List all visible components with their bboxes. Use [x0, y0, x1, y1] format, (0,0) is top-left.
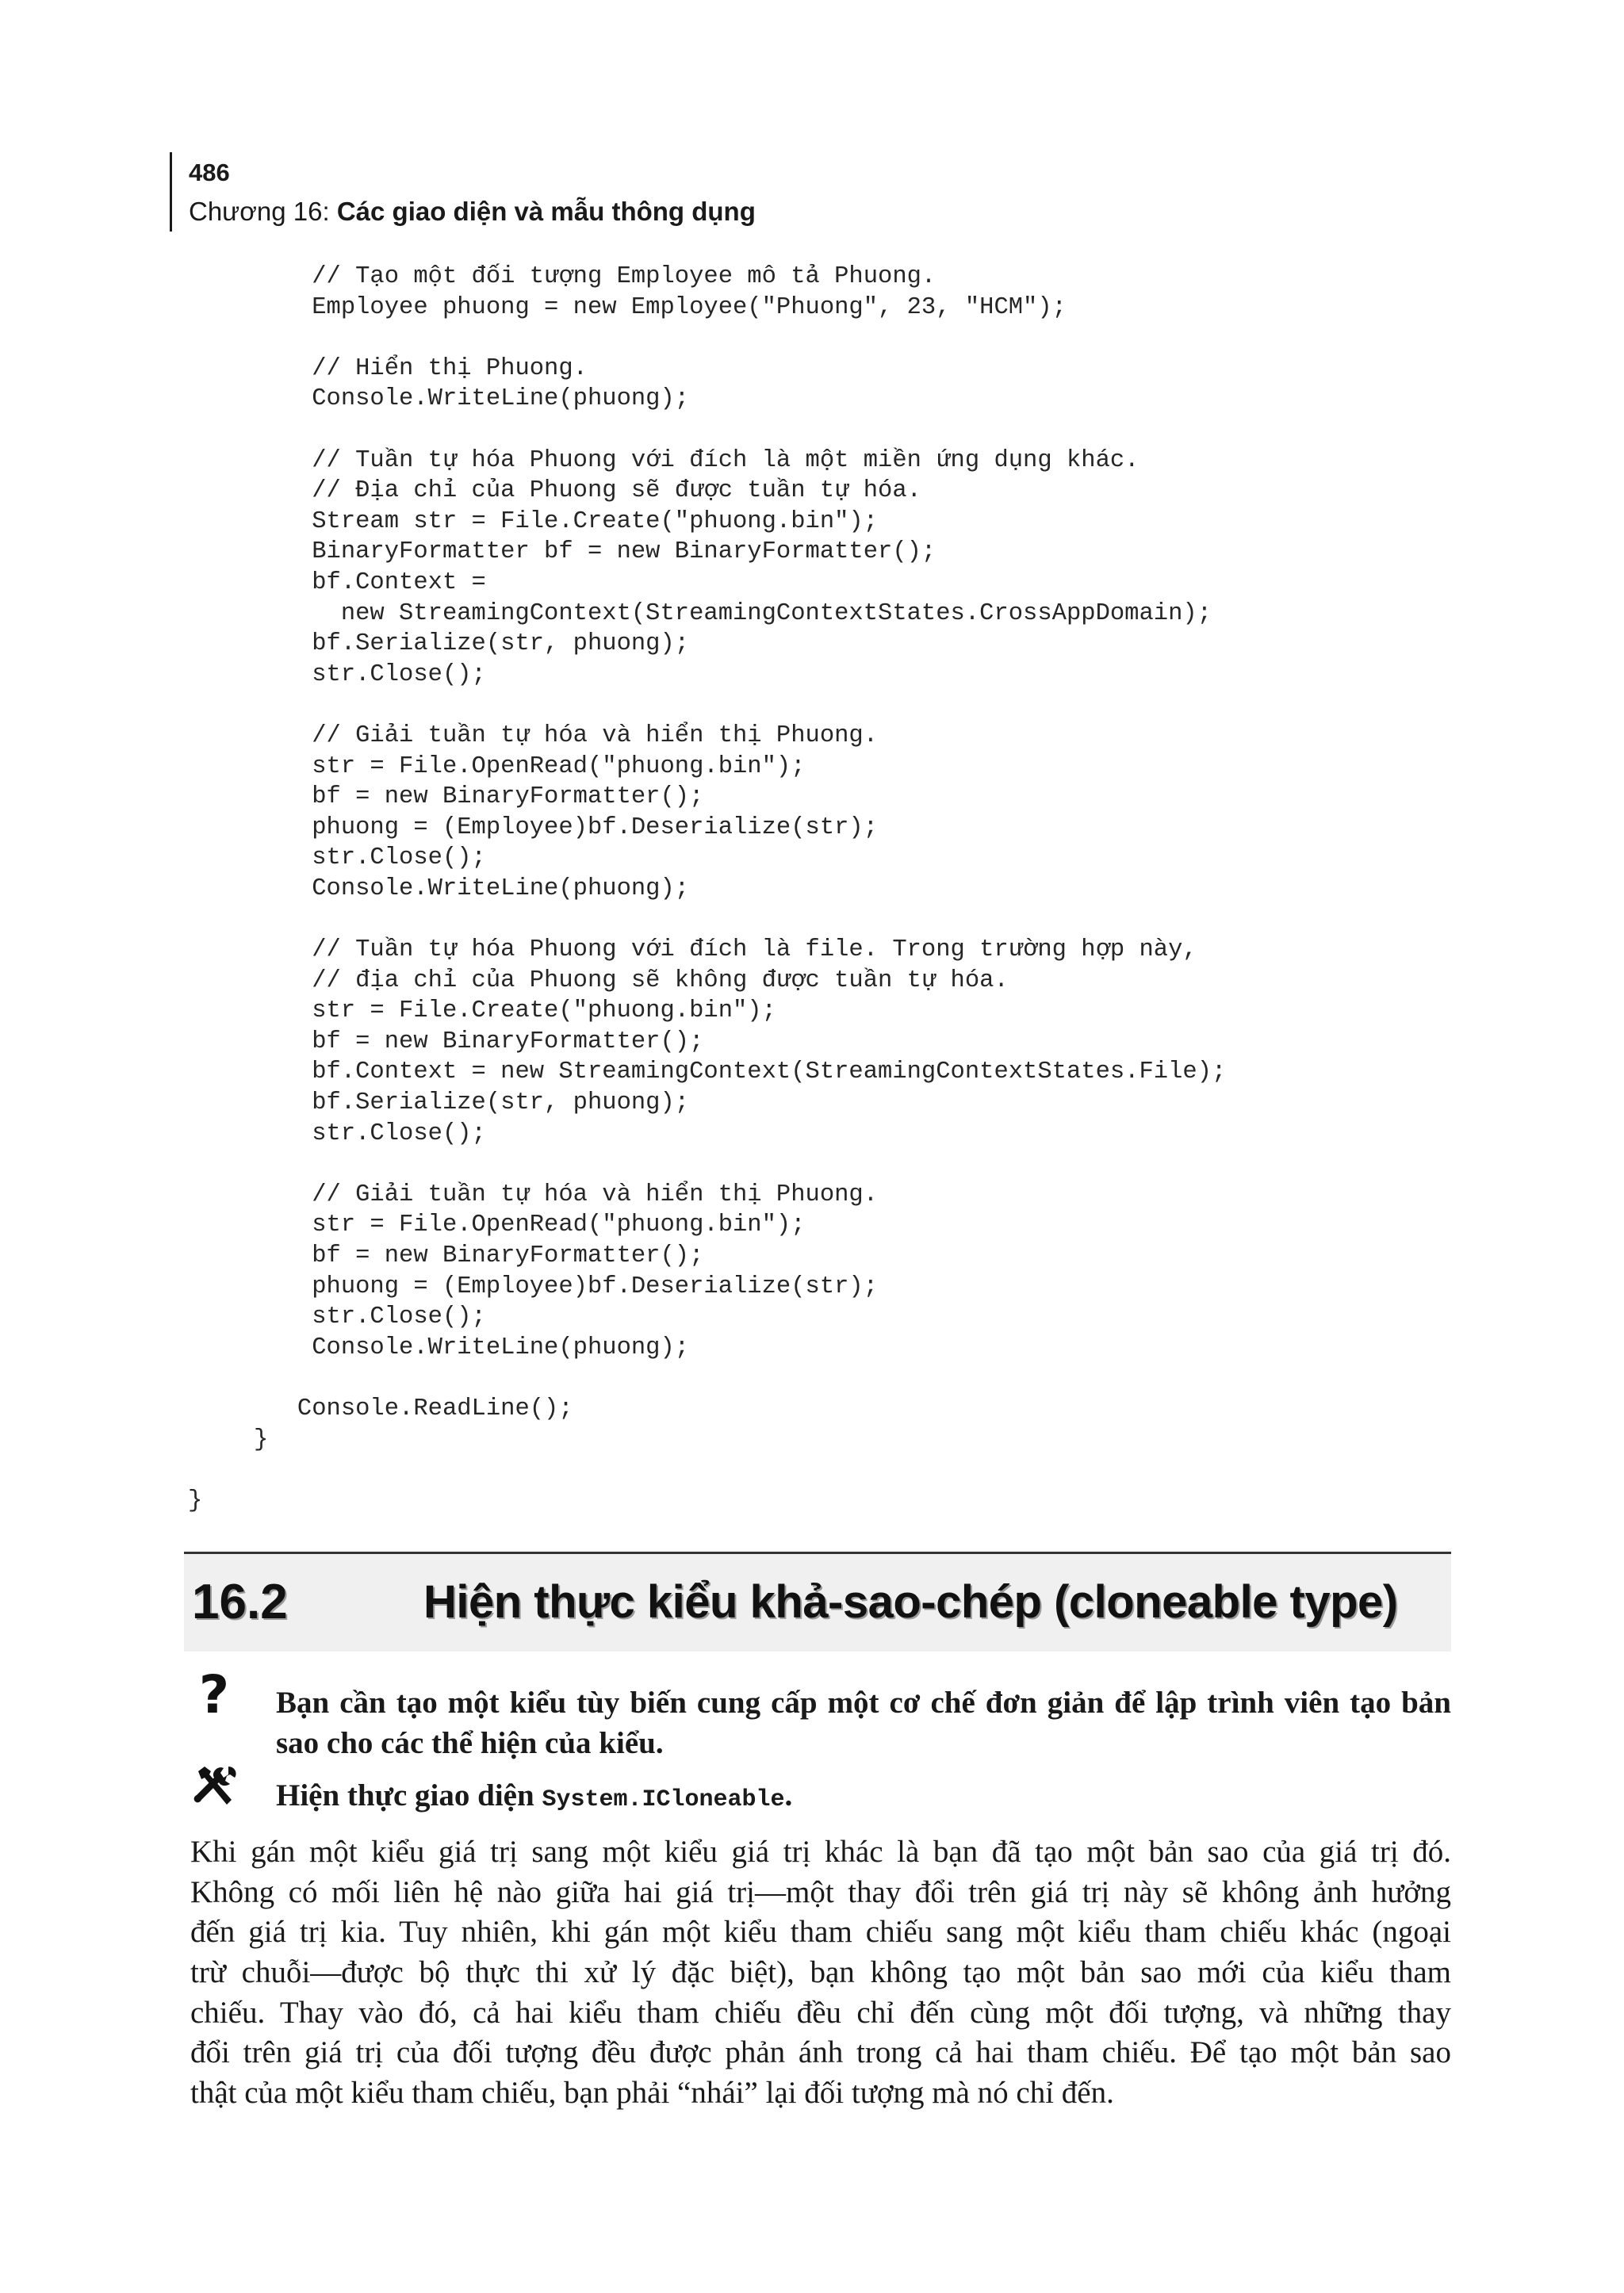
solution-code: System.ICloneable	[542, 1786, 785, 1813]
code-line: phuong = (Employee)bf.Deserialize(str);	[254, 813, 879, 841]
body-line: đổi trên giá trị của đối tượng đều được phản ánh trong cả hai tham chiếu. Để tạo một bản sao	[190, 2035, 1451, 2070]
code-line: str = File.OpenRead("phuong.bin");	[254, 1212, 806, 1239]
code-listing	[190, 262, 1226, 1516]
code-line: bf.Serialize(str, phuong);	[254, 630, 690, 658]
solution-text-prefix: Hiện thực giao diện	[276, 1778, 542, 1813]
body-line: chiếu. Thay vào đó, cả hai kiểu tham chiếu đều chỉ đến cùng một đối tượng, và những thay	[190, 1995, 1451, 2030]
code-line: BinaryFormatter bf = new BinaryFormatter();	[254, 538, 936, 566]
code-line	[190, 1455, 1226, 1486]
code-line: Employee phuong = new Employee("Phuong", 23, "HCM");	[254, 293, 1067, 321]
code-line: }	[188, 1487, 203, 1514]
chapter-prefix: Chương 16:	[189, 197, 337, 226]
code-line	[190, 415, 1226, 446]
code-line: str = File.OpenRead("phuong.bin");	[254, 752, 806, 780]
code-line: Console.WriteLine(phuong);	[254, 875, 690, 902]
code-line: phuong = (Employee)bf.Deserialize(str);	[254, 1273, 879, 1300]
code-line: Stream str = File.Create("phuong.bin");	[254, 507, 879, 535]
section-title: Hiện thực kiểu khả-sao-chép (cloneable type)	[423, 1576, 1398, 1628]
code-line: // Hiển thị Phuong.	[254, 354, 588, 382]
problem-statement: Bạn cần tạo một kiểu tùy biến cung cấp một cơ chế đơn giản để lập trình viên tạo bản sao cho các thể hiện của kiểu.	[276, 1686, 1451, 1760]
chapter-header	[189, 195, 756, 228]
code-line: // Địa chỉ của Phuong sẽ được tuần tự hóa.	[254, 477, 921, 505]
solution-text-suffix: .	[784, 1778, 793, 1813]
code-line: Console.WriteLine(phuong);	[254, 1334, 690, 1361]
code-line: // Giải tuần tự hóa và hiển thị Phuong.	[254, 1181, 879, 1208]
body-line: trừ chuỗi—được bộ thực thi xử lý đặc biệt), bạn không tạo một bản sao mới của kiểu tham	[190, 1955, 1451, 1990]
code-line: str.Close();	[254, 1120, 486, 1147]
code-line: // Giải tuần tự hóa và hiển thị Phuong.	[254, 722, 879, 749]
code-line: // Tuần tự hóa Phuong với đích là file. Trong trường hợp này,	[254, 936, 1197, 964]
code-line: Console.WriteLine(phuong);	[254, 385, 690, 413]
body-line: đến giá trị kia. Tuy nhiên, khi gán một kiểu tham chiếu sang một kiểu tham chiếu khác (ngoại	[190, 1915, 1451, 1950]
code-line: new StreamingContext(StreamingContextStates.CrossAppDomain);	[254, 599, 1212, 627]
code-line: bf.Serialize(str, phuong);	[254, 1089, 690, 1117]
code-line	[190, 690, 1226, 721]
code-line: // Tuần tự hóa Phuong với đích là một miền ứng dụng khác.	[254, 446, 1139, 474]
body-line: Không có mối liên hệ nào giữa hai giá trị—một thay đổi trên giá trị này sẽ không ảnh hưởng	[190, 1874, 1451, 1909]
code-line	[190, 1363, 1226, 1394]
code-line	[190, 904, 1226, 935]
solution-statement	[276, 1775, 792, 1820]
code-line: str.Close();	[254, 660, 486, 688]
code-line: bf = new BinaryFormatter();	[254, 783, 704, 811]
code-line: // địa chỉ của Phuong sẽ không được tuần tự hóa.	[254, 967, 1009, 994]
body-line: Khi gán một kiểu giá trị sang một kiểu giá trị khác là bạn đã tạo một bản sao của giá trị đó.	[190, 1835, 1451, 1869]
code-line: str = File.Create("phuong.bin");	[254, 997, 776, 1025]
body-paragraph	[190, 1832, 1451, 2114]
chapter-title: Các giao diện và mẫu thông dụng	[336, 197, 756, 226]
code-line: bf.Context =	[254, 568, 486, 596]
code-line: Console.ReadLine();	[254, 1395, 573, 1422]
code-line	[190, 1149, 1226, 1180]
code-line: str.Close();	[254, 844, 486, 872]
code-line: bf = new BinaryFormatter();	[254, 1028, 704, 1055]
body-line: thật của một kiểu tham chiếu, bạn phải “nhái” lại đối tượng mà nó chỉ đến.	[190, 2076, 1114, 2111]
code-line: // Tạo một đối tượng Employee mô tả Phuong.	[254, 263, 936, 290]
question-mark-icon: ?	[198, 1663, 230, 1725]
code-line: bf = new BinaryFormatter();	[254, 1242, 704, 1269]
header-rule	[170, 152, 172, 232]
section-heading	[184, 1552, 1451, 1652]
page-number: 486	[189, 159, 230, 186]
code-line: bf.Context = new StreamingContext(StreamingContextStates.File);	[254, 1058, 1227, 1086]
code-line: }	[254, 1426, 269, 1453]
section-number: 16.2	[192, 1575, 288, 1629]
code-line	[190, 323, 1226, 354]
code-line: str.Close();	[254, 1303, 486, 1331]
tools-icon	[192, 1762, 239, 1809]
